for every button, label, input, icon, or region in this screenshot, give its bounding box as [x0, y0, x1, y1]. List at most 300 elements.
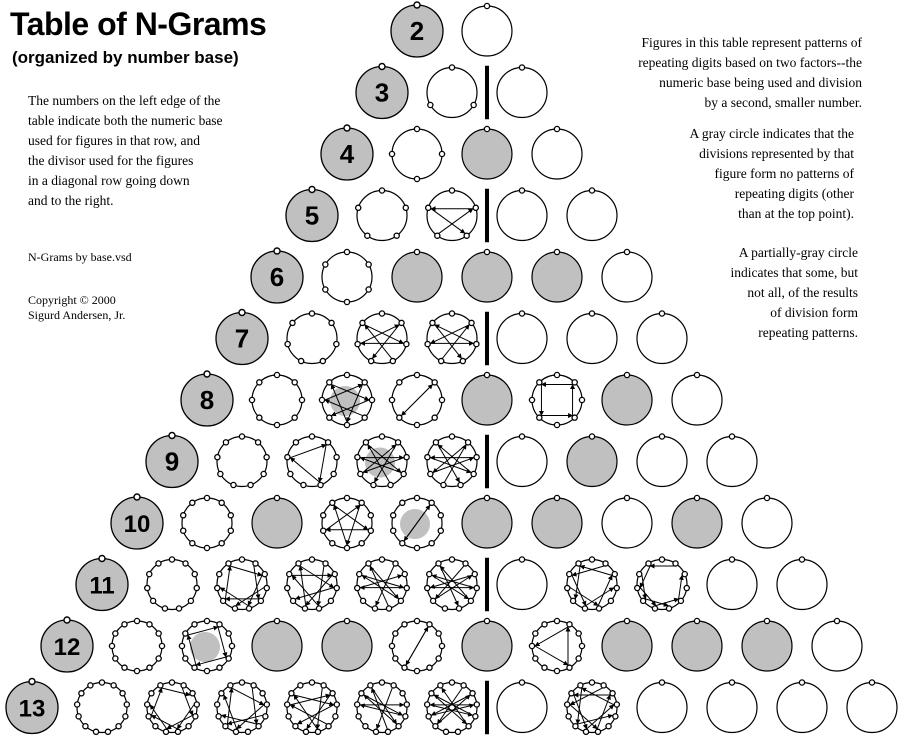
ngram-point: [239, 680, 244, 685]
base-label-number: 11: [89, 572, 115, 600]
intro-line: by a second, smaller number.: [704, 95, 862, 110]
ngram-point: [428, 102, 433, 107]
ngram-point: [83, 724, 88, 729]
ngram-point: [397, 380, 402, 385]
ngram-point: [456, 606, 461, 611]
ngram-top-point: [624, 372, 629, 377]
ngram-point: [414, 545, 419, 550]
partial-note-line: A partially-gray circle: [738, 245, 858, 260]
ngram-point: [363, 440, 368, 445]
ngram-figure-gray: [742, 618, 792, 671]
ngram-figure-gray: [392, 249, 442, 302]
ngram-point: [400, 691, 405, 696]
ngram-point: [363, 724, 368, 729]
ngram-point: [323, 262, 328, 267]
ngram-point: [449, 434, 454, 439]
ngram-point: [264, 702, 269, 707]
ngram-top-point: [484, 372, 489, 377]
ngram-point: [389, 151, 394, 156]
ngram-point: [355, 341, 360, 346]
ngram-point: [334, 341, 339, 346]
ngram-point: [321, 513, 326, 518]
ngram-figure-pattern: [356, 188, 409, 241]
row-base-3: [356, 64, 547, 119]
ngram-point: [425, 455, 430, 460]
ngram-figure-plain: [602, 249, 652, 302]
ngram-circle: [497, 683, 547, 733]
ngram-figure-partial: [355, 434, 409, 488]
ngram-point: [565, 702, 570, 707]
partial-gray-note: [731, 243, 858, 343]
ngram-point: [554, 668, 559, 673]
base-label-top-dot: [134, 494, 140, 500]
ngram-point: [533, 631, 538, 636]
ngram-point: [156, 631, 161, 636]
left-explanation-line: in a diagonal row going down: [28, 173, 190, 188]
ngram-point: [641, 598, 646, 603]
ngram-point: [194, 702, 199, 707]
ngram-point: [369, 397, 374, 402]
ngram-figure-pattern: [285, 434, 339, 488]
ngram-point: [426, 714, 431, 719]
ngram-point: [542, 665, 547, 670]
ngram-point: [429, 500, 434, 505]
ngram-point: [183, 631, 188, 636]
ngram-point: [366, 287, 371, 292]
ngram-top-point: [554, 495, 559, 500]
ngram-figure-plain: [497, 188, 547, 241]
ngram-point: [368, 513, 373, 518]
ngram-figure-pattern: [425, 680, 480, 734]
ngram-point: [659, 557, 664, 562]
ngram-circle: [182, 498, 232, 548]
ngram-point: [369, 358, 374, 363]
ngram-circle: [392, 252, 442, 302]
ngram-point: [470, 691, 475, 696]
ngram-point: [122, 665, 127, 670]
ngram-point: [332, 572, 337, 577]
ngram-point: [473, 205, 478, 210]
ngram-point: [147, 665, 152, 670]
ngram-figure-plain: [777, 557, 827, 610]
ngram-point: [390, 358, 395, 363]
ngram-point: [134, 618, 139, 623]
ngram-point: [120, 691, 125, 696]
base-label-top-dot: [64, 617, 70, 623]
row-base-7: [216, 310, 687, 365]
ngram-point: [323, 287, 328, 292]
ngram-top-point: [659, 680, 664, 685]
ngram-point: [372, 606, 377, 611]
base-label-top-dot: [239, 310, 245, 316]
ngram-point: [678, 598, 683, 603]
ngram-point: [316, 606, 321, 611]
ngram-point: [566, 714, 571, 719]
ngram-top-point: [659, 434, 664, 439]
ngram-point: [391, 683, 396, 688]
ngram-point: [123, 714, 128, 719]
ngram-point: [572, 415, 577, 420]
ngram-top-point: [484, 618, 489, 623]
base-label-number: 8: [199, 385, 215, 415]
ngram-point: [309, 311, 314, 316]
ngram-point: [111, 683, 116, 688]
ngram-point: [401, 471, 406, 476]
ngram-point: [610, 691, 615, 696]
gray-note-line: A gray circle indicates that the: [689, 126, 854, 141]
ngram-point: [344, 495, 349, 500]
ngram-point: [215, 455, 220, 460]
ngram-point: [181, 528, 186, 533]
ngram-point: [359, 541, 364, 546]
ngram-point: [334, 585, 339, 590]
source-filename: [28, 250, 132, 265]
ngram-point: [215, 702, 220, 707]
ngram-point: [360, 320, 365, 325]
ngram-point: [613, 714, 618, 719]
ngram-point: [223, 724, 228, 729]
row-base-4: [321, 125, 582, 182]
ngram-circle: [567, 191, 617, 241]
ngram-point: [565, 585, 570, 590]
base-label-top-dot: [169, 433, 175, 439]
ngram-figure-gray: [672, 495, 722, 548]
ngram-point: [344, 372, 349, 377]
row-base-10: [111, 494, 792, 551]
copyright-line: Copyright © 2000: [28, 293, 116, 307]
ngram-figure-plain: [497, 311, 547, 364]
ngram-figure-gray: [532, 249, 582, 302]
base-label-number: 10: [123, 511, 151, 538]
ngram-figure-gray: [672, 618, 722, 671]
ngram-circle: [602, 498, 652, 548]
ngram-point: [474, 702, 479, 707]
ngram-point: [463, 561, 468, 566]
ngram-point: [239, 434, 244, 439]
partial-note-line: indicates that some, but: [730, 265, 858, 280]
ngram-point: [431, 598, 436, 603]
ngram-point: [239, 557, 244, 562]
ngram-point: [673, 561, 678, 566]
ngram-point: [326, 724, 331, 729]
ngram-circle: [497, 191, 547, 241]
ngram-point: [389, 397, 394, 402]
ngram-point: [436, 656, 441, 661]
ngram-figure-gray: [532, 495, 582, 548]
ngram-figure-plain: [567, 311, 617, 364]
ngram-point: [217, 665, 222, 670]
ngram-point: [192, 572, 197, 577]
intro-line: numeric base being used and division: [659, 75, 862, 90]
ngram-point: [156, 561, 161, 566]
ngram-circle: [742, 498, 792, 548]
ngram-figure-pattern: [427, 65, 477, 118]
ngram-figure-plain: [497, 434, 547, 487]
ngram-figure-pattern: [109, 618, 164, 673]
ngram-circle: [322, 252, 372, 302]
ngram-point: [194, 585, 199, 590]
ngram-point: [394, 233, 399, 238]
ngram-point: [439, 151, 444, 156]
ngram-point: [291, 598, 296, 603]
ngram-point: [229, 643, 234, 648]
ngram-point: [449, 65, 454, 70]
ngram-figure-partial: [319, 372, 374, 427]
ngram-point: [595, 729, 600, 734]
ngram-point: [217, 572, 222, 577]
ngram-point: [400, 500, 405, 505]
ngram-figure-plain: [637, 311, 687, 364]
ngram-point: [226, 561, 231, 566]
ngram-circle: [602, 252, 652, 302]
ngram-point: [386, 606, 391, 611]
ngram-point: [436, 561, 441, 566]
ngram-circle: [392, 129, 442, 179]
ngram-point: [425, 702, 430, 707]
ngram-figure-pattern: [529, 618, 584, 673]
ngram-point: [404, 455, 409, 460]
ngram-circle: [812, 621, 862, 671]
ngram-point: [99, 680, 104, 685]
ngram-figure-plain: [602, 495, 652, 548]
ngram-point: [260, 691, 265, 696]
ngram-point: [428, 471, 433, 476]
ngram-point: [257, 380, 262, 385]
ngram-figure-plain: [637, 434, 687, 487]
partial-gray-fill: [400, 509, 430, 539]
ngram-point: [289, 691, 294, 696]
ngram-point: [373, 729, 378, 734]
ngram-point: [285, 455, 290, 460]
ngram-point: [358, 471, 363, 476]
ngram-point: [572, 380, 577, 385]
ngram-figure-plain: [497, 65, 547, 118]
ngram-point: [472, 572, 477, 577]
ngram-circle: [462, 498, 512, 548]
ngram-point: [393, 631, 398, 636]
ngram-point: [318, 482, 323, 487]
ngram-point: [344, 249, 349, 254]
ngram-figure-gray: [462, 126, 512, 179]
ngram-circle: [602, 621, 652, 671]
ngram-point: [635, 585, 640, 590]
ngram-circle: [427, 68, 477, 118]
ngram-figure-pattern: [425, 434, 479, 488]
ngram-figure-pattern: [145, 557, 200, 611]
filename-text: N-Grams by base.vsd: [28, 250, 132, 264]
ngram-figure-gray: [462, 249, 512, 302]
ngram-circle: [497, 68, 547, 118]
row-base-2: [391, 2, 512, 57]
ngram-point: [190, 691, 195, 696]
ngram-point: [158, 683, 163, 688]
ngram-figure-pattern: [389, 372, 444, 427]
ngram-figure-pattern: [285, 680, 340, 734]
ngram-figure-gray: [252, 618, 302, 671]
ngram-point: [542, 622, 547, 627]
ngram-point: [299, 358, 304, 363]
ngram-point: [292, 380, 297, 385]
ngram-circle: [847, 683, 897, 733]
ngram-point: [285, 341, 290, 346]
ngram-point: [228, 683, 233, 688]
ngram-point: [361, 598, 366, 603]
intro-line: Figures in this table represent patterns of: [641, 35, 862, 50]
ngram-point: [569, 691, 574, 696]
ngram-point: [368, 528, 373, 533]
ngram-point: [441, 482, 446, 487]
ngram-point: [293, 440, 298, 445]
ngram-point: [379, 557, 384, 562]
ngram-point: [414, 372, 419, 377]
ngram-point: [355, 455, 360, 460]
ngram-point: [567, 665, 572, 670]
ngram-point: [646, 561, 651, 566]
intro-paragraph: [638, 33, 862, 113]
ngram-top-point: [414, 249, 419, 254]
ngram-figure-pattern: [389, 126, 444, 181]
ngram-figure-gray: [462, 372, 512, 425]
partial-note-line: repeating patterns.: [758, 325, 858, 340]
ngram-figure-gray: [602, 618, 652, 671]
ngram-point: [474, 585, 479, 590]
ngram-figure-plain: [812, 618, 862, 671]
copyright-notice: [28, 293, 125, 323]
ngram-point: [116, 724, 121, 729]
ngram-point: [414, 126, 419, 131]
ngram-point: [366, 561, 371, 566]
ngram-point: [435, 233, 440, 238]
ngram-point: [606, 724, 611, 729]
ngram-point: [147, 622, 152, 627]
ngram-point: [466, 724, 471, 729]
ngram-point: [589, 680, 594, 685]
ngram-figure-gray: [462, 618, 512, 671]
ngram-point: [255, 440, 260, 445]
ngram-figure-plain: [567, 188, 617, 241]
ngram-point: [443, 729, 448, 734]
ngram-point: [554, 618, 559, 623]
ngram-point: [292, 415, 297, 420]
ngram-figure-pattern: [321, 495, 374, 550]
ngram-point: [188, 598, 193, 603]
ngram-figure-pattern: [425, 311, 479, 364]
ngram-point: [156, 656, 161, 661]
ngram-circle: [672, 621, 722, 671]
ngram-point: [190, 500, 195, 505]
ngram-point: [290, 320, 295, 325]
ngram-point: [578, 683, 583, 688]
ngram-point: [327, 380, 332, 385]
ngram-circle: [462, 129, 512, 179]
ngram-point: [303, 729, 308, 734]
ngram-top-point: [274, 618, 279, 623]
ngram-point: [147, 572, 152, 577]
ngram-point: [219, 691, 224, 696]
gray-note-line: than at the top point).: [738, 206, 854, 221]
ngram-point: [218, 471, 223, 476]
ngram-point: [389, 643, 394, 648]
row-base-5: [286, 187, 617, 242]
ngram-circle: [707, 437, 757, 487]
ngram-figure-pattern: [635, 557, 690, 611]
ngram-top-point: [519, 680, 524, 685]
ngram-top-point: [764, 618, 769, 623]
ngram-point: [637, 572, 642, 577]
base-label-number: 5: [304, 200, 320, 231]
ngram-point: [204, 545, 209, 550]
ngram-point: [298, 683, 303, 688]
ngram-point: [379, 311, 384, 316]
ngram-point: [302, 606, 307, 611]
ngram-point: [571, 598, 576, 603]
ngram-point: [179, 643, 184, 648]
ngram-point: [309, 434, 314, 439]
ngram-point: [427, 665, 432, 670]
ngram-top-point: [484, 495, 489, 500]
ngram-point: [682, 572, 687, 577]
ngram-point: [355, 702, 360, 707]
ngram-point: [362, 380, 367, 385]
ngram-point: [474, 455, 479, 460]
ngram-point: [427, 572, 432, 577]
ngram-figure-gray: [252, 495, 302, 548]
ngram-top-point: [554, 126, 559, 131]
ngram-top-point: [484, 126, 489, 131]
ngram-point: [328, 598, 333, 603]
ngram-top-point: [834, 618, 839, 623]
ngram-circle: [252, 498, 302, 548]
ngram-point: [391, 528, 396, 533]
base-label-number: 12: [53, 634, 81, 661]
ngram-point: [465, 440, 470, 445]
ngram-point: [603, 561, 608, 566]
ngram-point: [359, 500, 364, 505]
row-base-9: [146, 433, 757, 488]
ngram-point: [399, 320, 404, 325]
ngram-point: [368, 683, 373, 688]
ngram-point: [232, 606, 237, 611]
ngram-point: [274, 422, 279, 427]
ngram-circle: [707, 683, 757, 733]
base-label-number: 6: [269, 262, 285, 292]
base-label-top-dot: [99, 556, 105, 562]
ngram-figure-pattern: [565, 557, 620, 611]
ngram-point: [153, 724, 158, 729]
ngram-point: [226, 631, 231, 636]
ngram-point: [365, 233, 370, 238]
ngram-point: [325, 440, 330, 445]
ngram-figure-plain: [707, 557, 757, 610]
ngram-circle: [637, 437, 687, 487]
ngram-point: [468, 598, 473, 603]
ngram-point: [293, 724, 298, 729]
ngram-point: [533, 656, 538, 661]
ngram-point: [219, 500, 224, 505]
ngram-point: [582, 606, 587, 611]
ngram-circle: [567, 314, 617, 364]
ngram-point: [226, 656, 231, 661]
ngram-point: [245, 729, 250, 734]
ngram-point: [228, 528, 233, 533]
ngram-point: [449, 188, 454, 193]
ngram-point: [299, 397, 304, 402]
ngram-point: [109, 643, 114, 648]
base-label-number: 3: [374, 77, 390, 108]
ngram-figure-pattern: [285, 557, 340, 611]
ngram-point: [529, 397, 534, 402]
left-explanation-line: The numbers on the left edge of the: [28, 93, 221, 108]
